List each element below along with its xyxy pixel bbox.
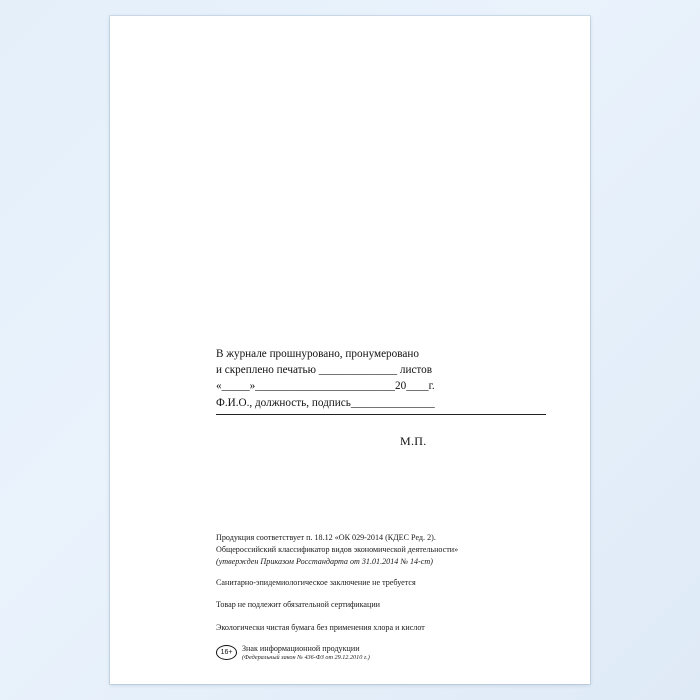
certification-line-2-blank: ______________ [318,364,398,377]
certification-line-2-suffix: листов [397,364,433,377]
age-rating-law: (Федеральный закон № 436-ФЗ от 29.12.2010 г.) [242,654,370,662]
certification-line-3: «_____»_________________________20____г. [216,380,435,393]
certification-line-2-prefix: и скреплено печатью [216,364,319,377]
certification-line-2 [216,362,546,378]
certification-note: Товар не подлежит обязательной сертификации [216,600,381,610]
age-rating-icon: 16+ [216,645,237,660]
certification-line-4: Ф.И.О., должность, подпись_______________ [216,396,435,409]
sanitary-note: Санитарно-эпидемиологическое заключение не требуется [216,577,416,587]
age-rating-label: Знак информационной продукции [242,643,360,653]
document-footer [216,532,566,662]
paper-note: Экологически чистая бумага без применения хлора и кислот [216,622,425,632]
compliance-line-3: (утвержден Приказом Росстандарта от 31.01.2014 № 14-ст) [216,556,433,566]
compliance-line-2: Общероссийский классификатор видов экономической деятельности» [216,544,459,554]
document-page [110,16,590,684]
age-rating-text [242,644,370,663]
compliance-paragraph [216,532,566,568]
age-rating-block [216,644,566,663]
certification-line-1: В журнале прошнуровано, пронумеровано [216,348,419,360]
compliance-line-1: Продукция соответствует п. 18.12 «ОК 029-2014 (КДЕС Ред. 2). [216,533,436,542]
stamp-place-label: М.П. [400,434,427,448]
certification-block [216,346,546,415]
signature-rule [216,413,546,415]
